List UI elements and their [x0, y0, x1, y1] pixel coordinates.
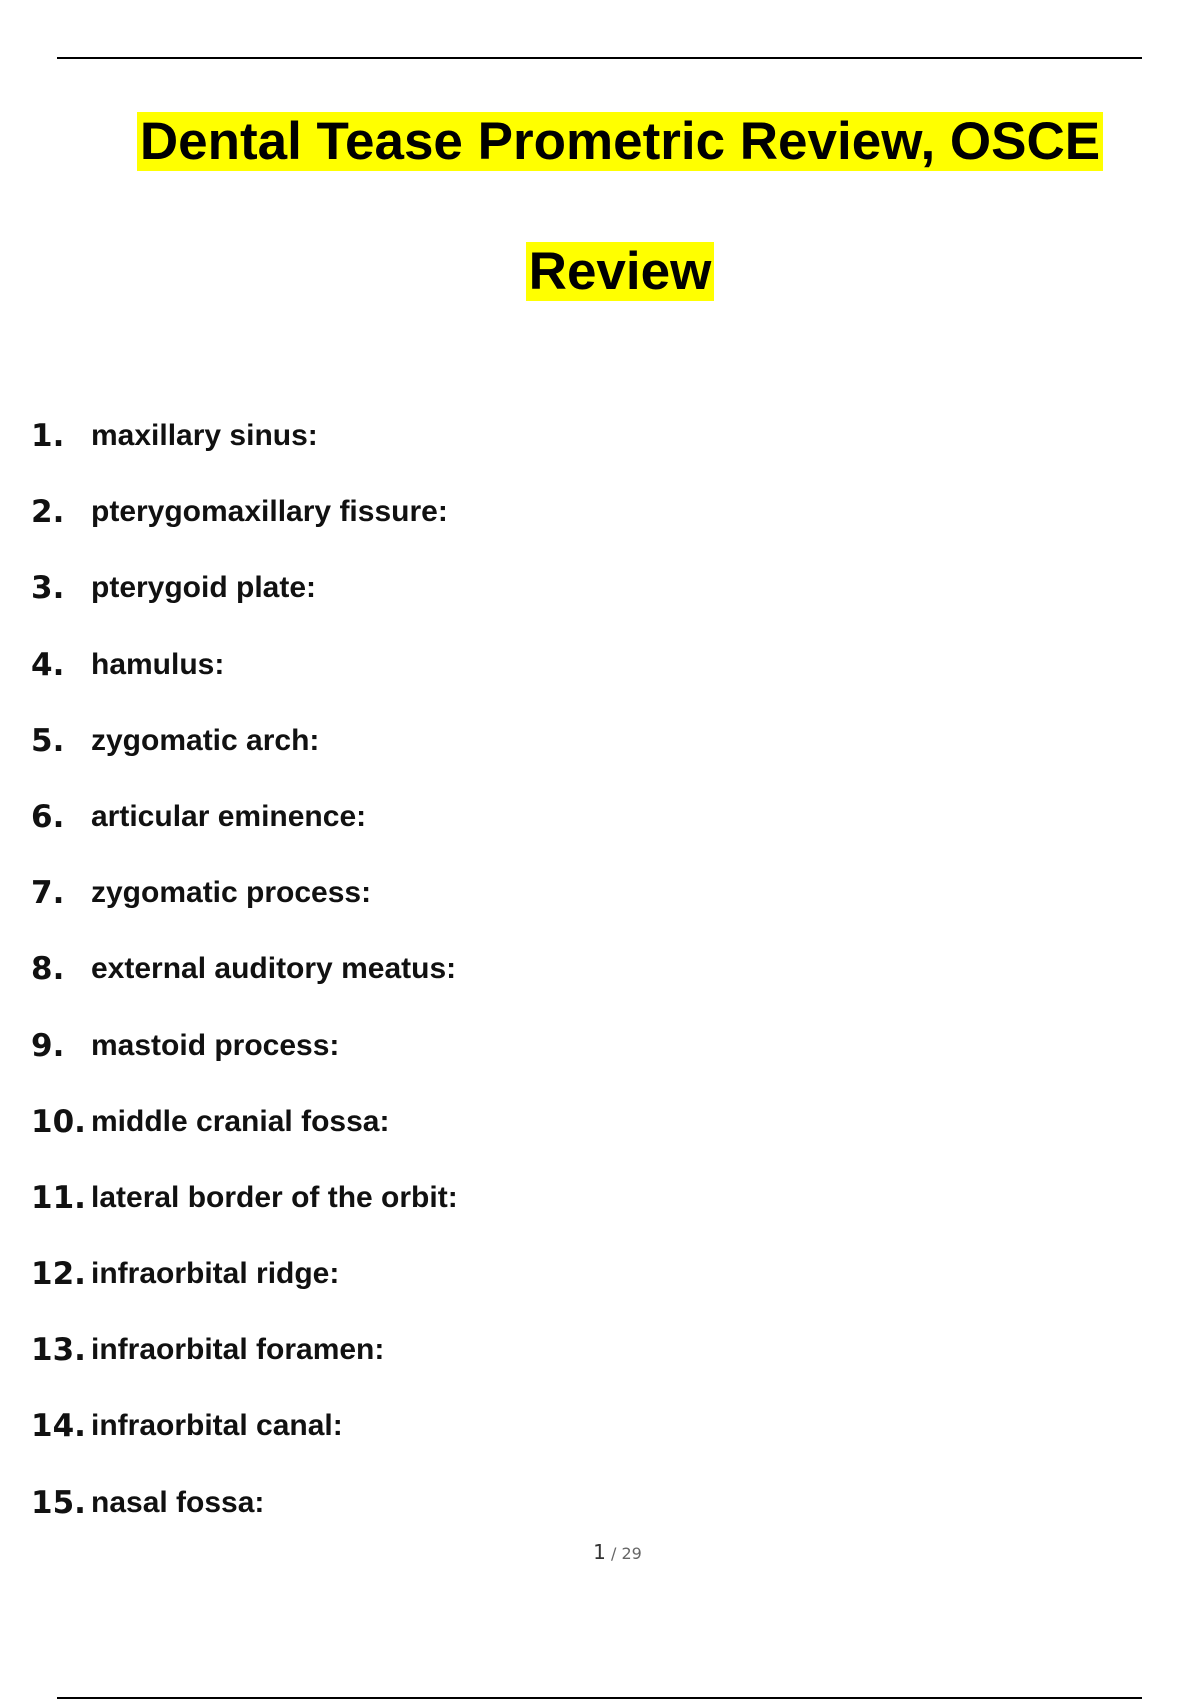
item-text: infraorbital foramen: [91, 1333, 385, 1367]
list-item [31, 494, 458, 570]
item-text: pterygoid plate: [91, 571, 317, 605]
item-number: 12. [31, 1256, 86, 1293]
list-item [31, 1104, 458, 1180]
item-number: 9. [31, 1027, 65, 1064]
item-number: 1. [31, 418, 65, 454]
item-text: articular eminence: [91, 799, 367, 833]
item-text: zygomatic arch: [91, 723, 320, 757]
item-number: 5. [31, 722, 65, 759]
list-item [31, 1332, 458, 1408]
item-number: 8. [31, 951, 65, 988]
item-number: 15. [31, 1484, 86, 1521]
item-text: nasal fossa: [91, 1485, 265, 1519]
item-number: 14. [31, 1408, 86, 1445]
footer-rule [57, 1697, 1142, 1699]
list-item [31, 1180, 458, 1256]
item-text: lateral border of the orbit: [91, 1180, 458, 1214]
header-rule [57, 57, 1142, 59]
item-text: hamulus: [91, 647, 225, 681]
item-number: 10. [31, 1103, 86, 1140]
list-item [31, 723, 458, 799]
page-indicator [0, 1540, 1200, 1564]
item-text: infraorbital ridge: [91, 1257, 340, 1291]
list-item [31, 1408, 458, 1484]
item-number: 3. [31, 570, 65, 607]
list-item [31, 875, 458, 951]
question-list [31, 418, 458, 1561]
item-number: 11. [31, 1179, 86, 1216]
item-text: external auditory meatus: [91, 952, 457, 986]
item-number: 2. [31, 494, 65, 531]
document-title-line-2 [20, 239, 1200, 305]
item-text: pterygomaxillary fissure: [91, 495, 448, 529]
list-item [31, 418, 458, 494]
item-text: zygomatic process: [91, 876, 372, 910]
item-number: 7. [31, 875, 65, 912]
item-text: infraorbital canal: [91, 1409, 343, 1443]
item-number: 13. [31, 1332, 86, 1369]
list-item [31, 570, 458, 646]
document-title-line-1 [20, 109, 1200, 175]
list-item [31, 951, 458, 1027]
list-item [31, 799, 458, 875]
item-text: maxillary sinus: [91, 419, 318, 452]
page-total: 29 [621, 1544, 642, 1563]
title-highlight-2: Review [526, 242, 715, 301]
list-item [31, 1028, 458, 1104]
list-item [31, 1256, 458, 1332]
item-text: middle cranial fossa: [91, 1104, 390, 1138]
page-current: 1 [593, 1540, 606, 1564]
page-separator: / [610, 1544, 617, 1563]
item-number: 4. [31, 646, 65, 683]
title-highlight-1: Dental Tease Prometric Review, OSCE [137, 112, 1103, 171]
list-item [31, 647, 458, 723]
item-text: mastoid process: [91, 1028, 340, 1062]
item-number: 6. [31, 798, 65, 835]
